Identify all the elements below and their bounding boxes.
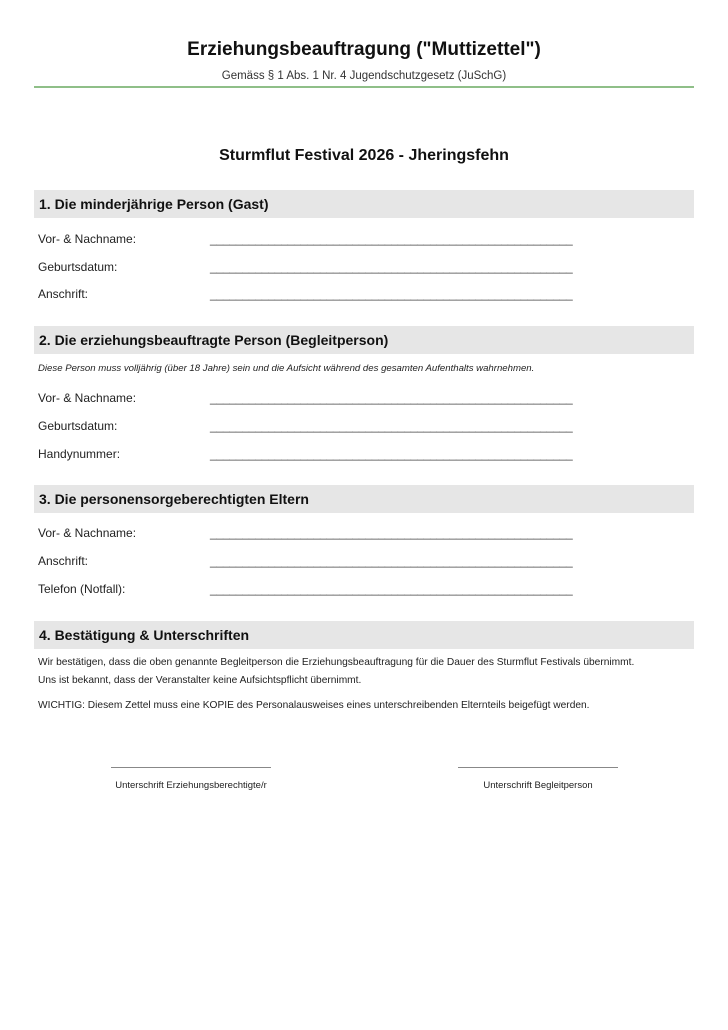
field-row [38, 391, 573, 405]
field-label: Handynummer: [38, 447, 121, 461]
confirmation-paragraph [38, 654, 698, 690]
field-row [38, 419, 573, 433]
blank-field-line[interactable]: ________________________________________________________ [210, 391, 573, 405]
event-title: Sturmflut Festival 2026 - Jheringsfehn [219, 147, 509, 164]
section-1-heading: 1. Die minderjährige Person (Gast) [34, 190, 694, 218]
signature-label-companion: Unterschrift Begleitperson [483, 780, 593, 791]
field-label: Anschrift: [38, 554, 89, 568]
blank-field-line[interactable]: ________________________________________________________ [210, 447, 573, 461]
blank-field-line[interactable]: ________________________________________________________ [210, 526, 573, 540]
important-note: WICHTIG: Diesem Zettel muss eine KOPIE des Personalausweises eines unterschreibenden Elternteils beigefügt werden. [38, 700, 590, 711]
field-label: Vor- & Nachname: [38, 526, 137, 540]
field-row [38, 526, 573, 540]
field-label: Vor- & Nachname: [38, 391, 137, 405]
field-label: Geburtsdatum: [38, 260, 118, 274]
field-label: Telefon (Notfall): [38, 582, 126, 596]
blank-field-line[interactable]: ________________________________________________________ [210, 582, 573, 596]
signature-line-companion[interactable] [458, 767, 618, 768]
field-label: Vor- & Nachname: [38, 232, 137, 246]
blank-field-line[interactable]: ________________________________________________________ [210, 287, 573, 301]
document-subtitle: Gemäss § 1 Abs. 1 Nr. 4 Jugendschutzgesetz (JuSchG) [221, 70, 507, 82]
blank-field-line[interactable]: ________________________________________________________ [210, 260, 573, 274]
field-row [38, 287, 573, 301]
document-title: Erziehungsbeauftragung ("Muttizettel") [187, 39, 541, 60]
header-divider [34, 86, 694, 88]
field-row [38, 447, 573, 461]
field-row [38, 554, 573, 568]
signature-label-parent: Unterschrift Erziehungsberechtigte/r [115, 780, 267, 791]
section-4-heading: 4. Bestätigung & Unterschriften [34, 621, 694, 649]
signature-line-parent[interactable] [111, 767, 271, 768]
section-3-heading: 3. Die personensorgeberechtigten Eltern [34, 485, 694, 513]
confirmation-line-2: Uns ist bekannt, dass der Veranstalter keine Aufsichtspflicht übernimmt. [38, 675, 362, 686]
confirmation-line-1: Wir bestätigen, dass die oben genannte Begleitperson die Erziehungsbeauftragung für die Dauer des Sturmflut Festivals übernimmt. [38, 657, 635, 668]
field-row [38, 260, 573, 274]
field-label: Geburtsdatum: [38, 419, 118, 433]
field-row [38, 582, 573, 596]
field-row [38, 232, 573, 246]
field-label: Anschrift: [38, 287, 89, 301]
section-2-heading: 2. Die erziehungsbeauftragte Person (Begleitperson) [34, 326, 694, 354]
blank-field-line[interactable]: ________________________________________________________ [210, 232, 573, 246]
section-2-note: Diese Person muss volljährig (über 18 Jahre) sein und die Aufsicht während des gesamten Aufenthalts wahrnehmen. [38, 363, 535, 374]
blank-field-line[interactable]: ________________________________________________________ [210, 554, 573, 568]
blank-field-line[interactable]: ________________________________________________________ [210, 419, 573, 433]
